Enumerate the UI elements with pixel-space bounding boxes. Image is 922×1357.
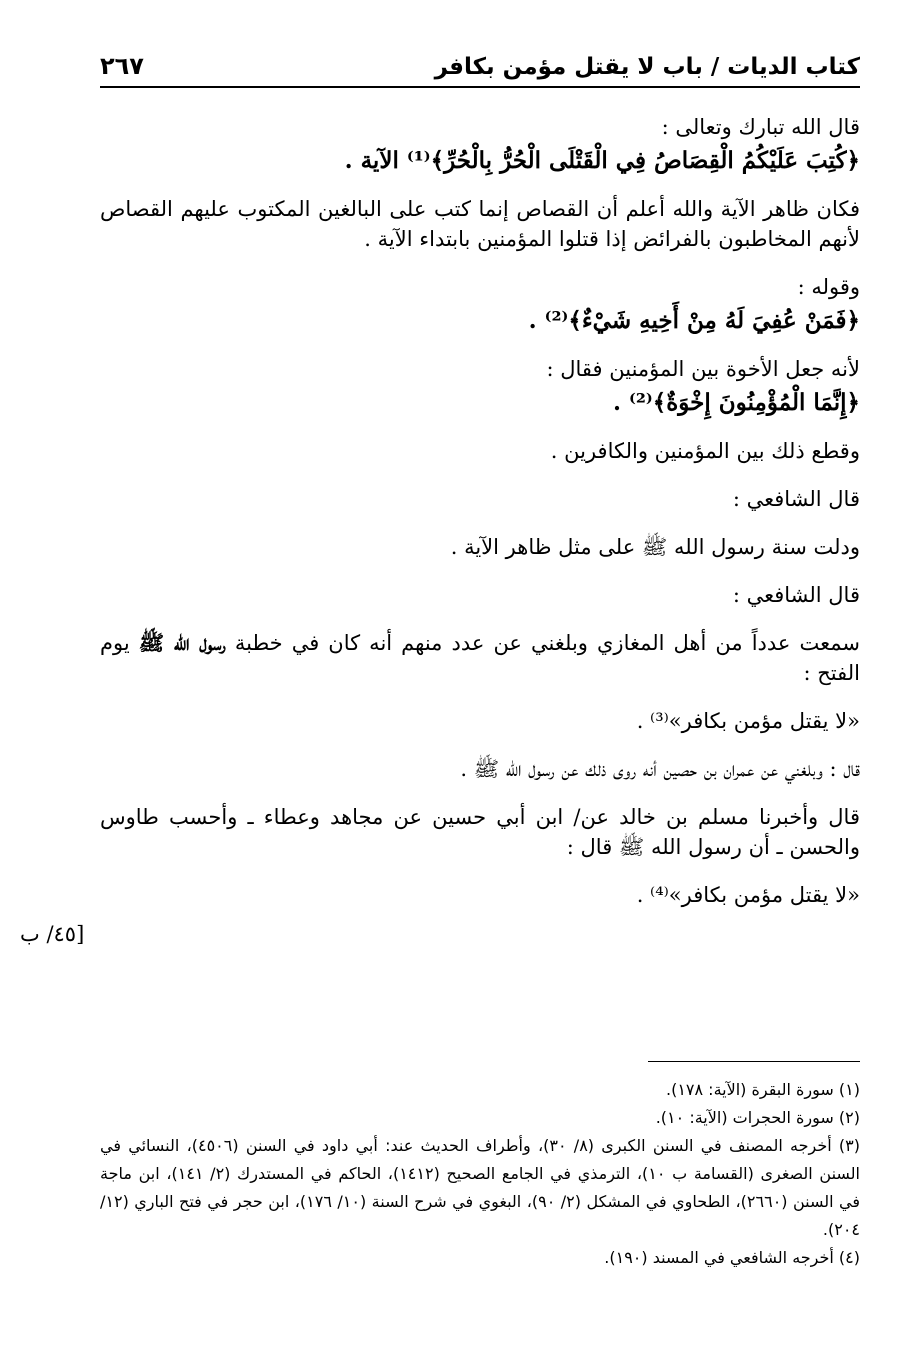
footnote-divider bbox=[648, 1061, 860, 1062]
paragraph: قال الشافعي : bbox=[732, 583, 860, 607]
paragraph: قال : وبلغني عن عمران بن حصين أنه روى ذلك عن رسول الله ﷺ . bbox=[460, 757, 860, 781]
quran-verse: ﴿إِنَّمَا الْمُؤْمِنُونَ إِخْوَةٌ﴾⁽²⁾ . bbox=[612, 389, 860, 416]
manuscript-folio-marker: [٤٥/ ب bbox=[20, 922, 85, 946]
paragraph: ودلت سنة رسول الله ﷺ على مثل ظاهر الآية . bbox=[450, 535, 860, 559]
page-number: ٢٦٧ bbox=[100, 52, 144, 80]
paragraph: قال الشافعي : bbox=[732, 487, 860, 511]
page-header bbox=[100, 42, 860, 88]
paragraph: قال وأخبرنا مسلم بن خالد عن/ ابن أبي حسين عن مجاهد وعطاء ـ وأحسب طاوس والحسن ـ أن رسول الله ﷺ قال : bbox=[100, 805, 860, 859]
main-text bbox=[100, 112, 860, 928]
quran-verse: ﴿فَمَنْ عُفِيَ لَهُ مِنْ أَخِيهِ شَيْءٌ﴾⁽²⁾ . bbox=[528, 307, 860, 334]
hadith-quote: «لا يقتل مؤمن بكافر»⁽⁴⁾ . bbox=[636, 883, 860, 907]
hadith-quote: «لا يقتل مؤمن بكافر»⁽³⁾ . bbox=[636, 709, 860, 733]
paragraph: وقطع ذلك بين المؤمنين والكافرين . bbox=[550, 439, 860, 463]
running-title: كتاب الديات / باب لا يقتل مؤمن بكافر bbox=[434, 54, 860, 80]
paragraph: قال الله تبارك وتعالى : bbox=[661, 115, 860, 139]
bold-phrase: رسول الله ﷺ bbox=[138, 630, 226, 655]
footnote: (٤) أخرجه الشافعي في المسند (١٩٠). bbox=[604, 1248, 860, 1267]
paragraph: لأنه جعل الأخوة بين المؤمنين فقال : bbox=[546, 357, 860, 381]
paragraph: فكان ظاهر الآية والله أعلم أن القصاص إنما كتب على البالغين المكتوب عليهم القصاص لأنهم المخاطبون بالفرائض إذا قتلوا المؤمنين بابتداء الآية . bbox=[100, 197, 860, 251]
paragraph bbox=[100, 628, 860, 688]
footnote: (٢) سورة الحجرات (الآية: ١٠). bbox=[655, 1108, 860, 1127]
paragraph-text: يوم الفتح : bbox=[100, 631, 860, 685]
quran-verse: ﴿كُتِبَ عَلَيْكُمُ الْقِصَاصُ فِي الْقَتْلَى الْحُرُّ بِالْحُرِّ﴾⁽¹⁾ الآية . bbox=[344, 147, 860, 174]
paragraph: وقوله : bbox=[797, 275, 860, 299]
footnote: (١) سورة البقرة (الآية: ١٧٨). bbox=[665, 1080, 860, 1099]
footnote: (٣) أخرجه المصنف في السنن الكبرى (٨/ ٣٠)، وأطراف الحديث عند: أبي داود في السنن (٤٥٠٦)، النسائي في السنن الصغرى (القسامة ب ١٠)، الترمذي في الجامع الصحيح (١٤١٢)، الحاكم في المستدرك (٢/ ١٤١)، ابن ماجة في السنن (٢٦٦٠)، الطحاوي في المشكل (٢/ ٩٠)، البغوي في شرح السنة (١٠/ ١٧٦)، ابن حجر في فتح الباري (١٢/ ٢٠٤). bbox=[100, 1136, 861, 1239]
footnotes bbox=[100, 1076, 860, 1272]
paragraph-text: سمعت عدداً من أهل المغازي وبلغني عن عدد منهم أنه كان في خطبة bbox=[234, 631, 860, 655]
